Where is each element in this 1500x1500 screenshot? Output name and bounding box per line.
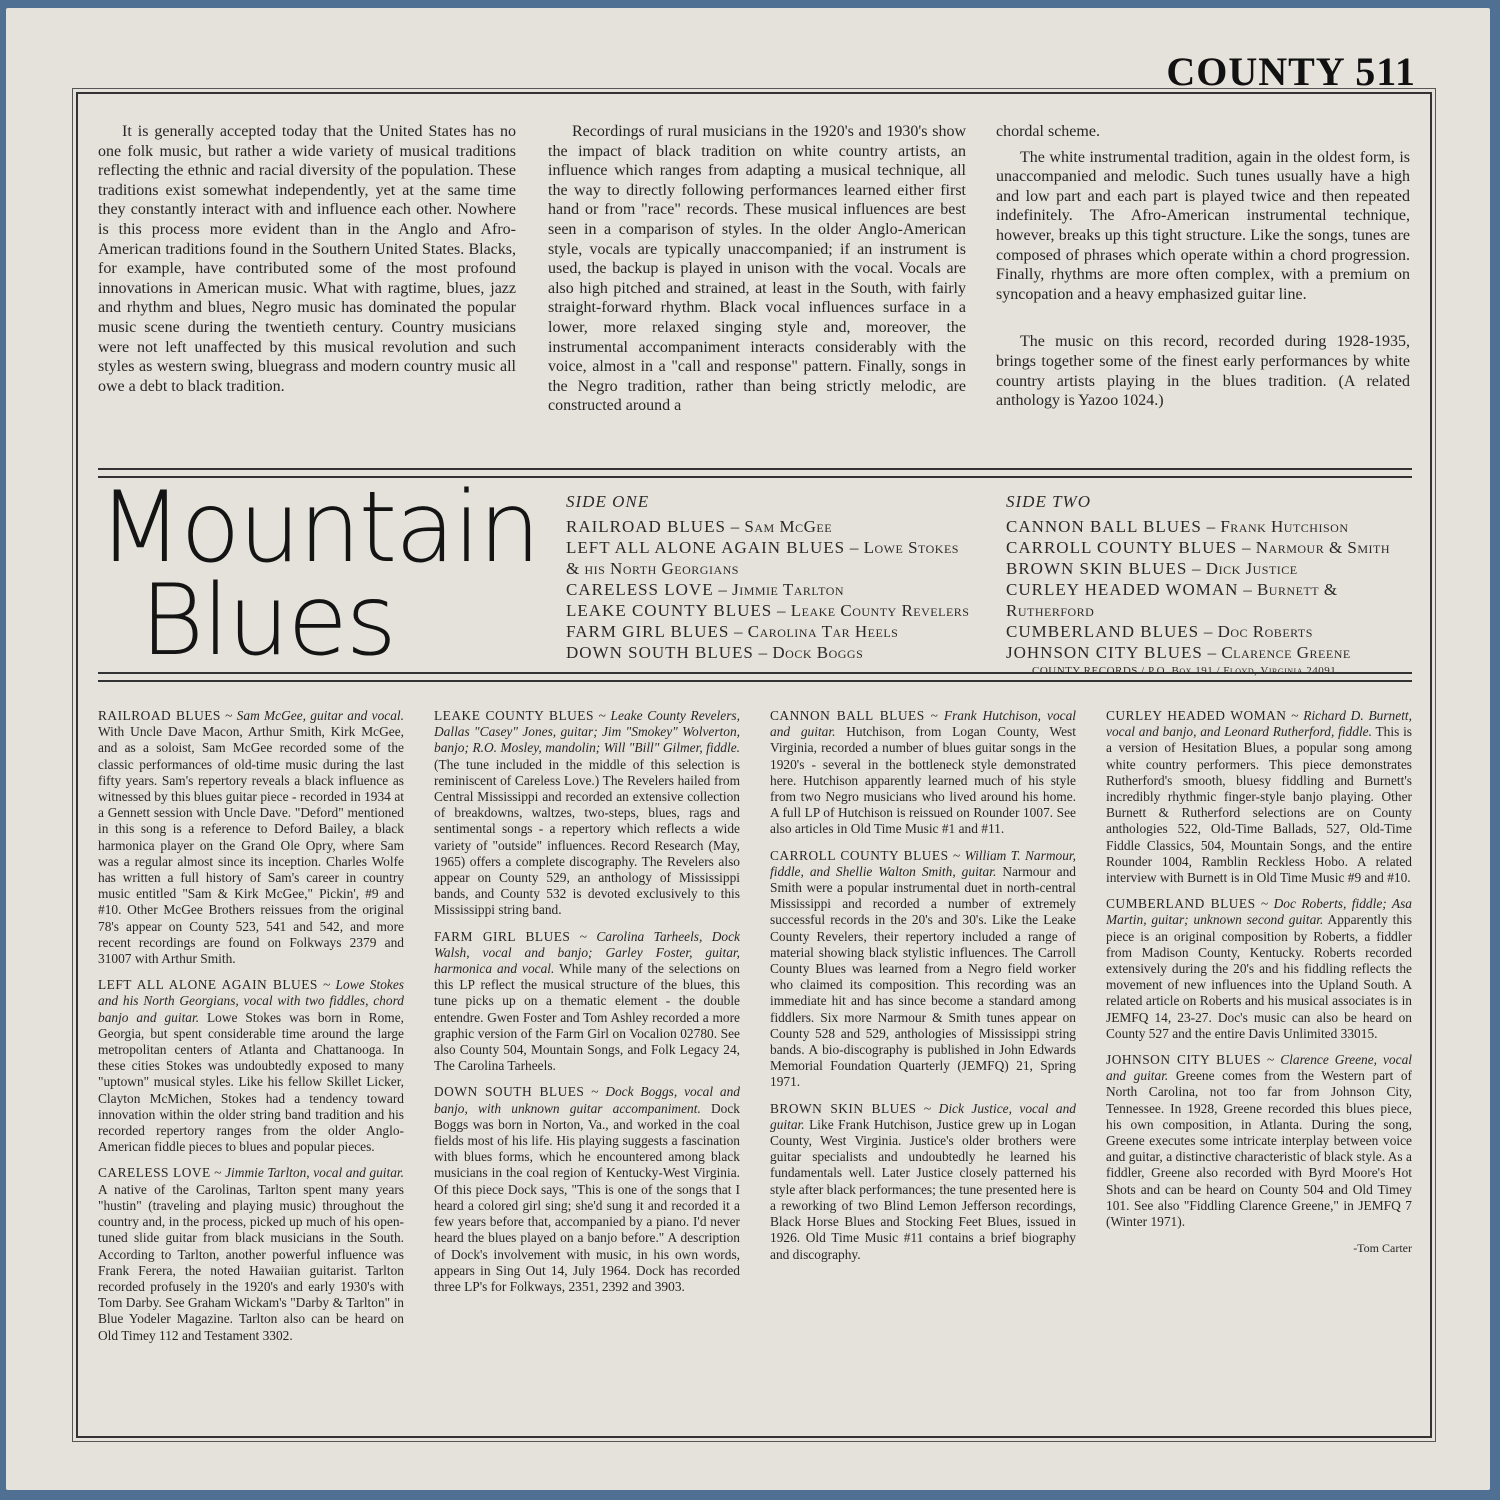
track-title: CARROLL COUNTY BLUES [1006,538,1238,557]
note-credits: Doc Roberts, fiddle; Asa Martin, guitar; unknown second guitar. [1106,896,1412,928]
intro-column-1 [98,122,516,396]
album-title-line-2: Blues [140,564,395,679]
label-address: COUNTY RECORDS / P.O. Box 191 / Floyd, Virginia 24091 [1032,665,1337,677]
track-title: CANNON BALL BLUES [1006,517,1202,536]
track-item: FARM GIRL BLUES – Carolina Tar Heels [566,622,899,641]
album-title-line-1: Mountain [98,471,539,585]
track-note: JOHNSON CITY BLUES ~ Clarence Greene, vocal and guitar. Greene comes from the Western part of North Carolina, not too far from Johnson City, Tennessee. In 1928, Greene recorded this blues piece, his own composition, in Atlanta. During the song, Greene executes some intricate interplay between voice and guitar, a distinctive characteristic of black style. As a fiddler, Greene also recorded with Byrd Moore's Hot Shots and can be heard on County 504 and Old Timey 101. See also "Fiddling Clarence Greene," in JEMFQ 7 (Winter 1971). [1106,1052,1413,1230]
note-credits: Lowe Stokes and his North Georgians, vocal with two fiddles, chord banjo and guitar. [98,977,404,1025]
intro-column-3 [996,122,1410,411]
track-item: CURLEY HEADED WOMAN – Burnett & Rutherford [1006,580,1338,620]
intro-paragraph: Recordings of rural musicians in the 1920's and 1930's show the impact of black tradition on white country artists, an influence which ranges from adapting a musical technique, all the way to directly following performances learned either first hand or from "race" records. These musical influences are best seen in a comparison of styles. In the older Anglo-American style, vocals are typically unaccompanied; if an instrument is used, the backup is played in unison with the vocal. Vocals are also high pitched and strained, at least in the South, with fairly straight-forward rhythm. Black vocal influences surface in a lower, more relaxed singing style and, moreover, the instrumental accompaniment interacts considerably with the voice, almost in a "call and response" pattern. Finally, songs in the Negro tradition, rather than being strictly melodic, are constructed around a [548,123,966,415]
notes-column-2 [434,708,740,1305]
note-title: CARROLL COUNTY BLUES [770,847,949,863]
intro-paragraph: chordal scheme. [996,123,1100,140]
track-title: JOHNSON CITY BLUES [1006,643,1203,662]
note-text: Greene comes from the Western part of North Carolina, not too far from Johnson City, Tennessee. In 1928, Greene recorded this blues piece, his own composition, in Atlanta. During the song, Greene executes some intricate interplay between voice and guitar, a distinctive characteristic of black style. As a fiddler, Greene also recorded with Byrd Moore's Hot Shots and can be heard on County 504 and Old Timey 101. See also "Fiddling Clarence Greene," in JEMFQ 7 (Winter 1971). [1106,1068,1413,1230]
track-title: FARM GIRL BLUES [566,622,730,641]
track-artist: Narmour & Smith [1255,538,1391,557]
note-title: LEAKE COUNTY BLUES [434,708,594,723]
track-artist: Doc Roberts [1217,622,1313,641]
track-item: DOWN SOUTH BLUES – Dock Boggs [566,643,864,662]
side-two-heading: SIDE TWO [1006,492,1091,511]
note-credits: Dock Boggs, vocal and banjo, with unknown guitar accompaniment. [434,1084,740,1116]
album-title [98,471,539,679]
note-text: Lowe Stokes was born in Rome, Georgia, but spent considerable time around the large metropolitan centers of Atlanta and Chattanooga. In these cities Stokes was undoubtedly exposed to many "uptown" musical styles. Like his fellow Skillet Licker, Clayton McMichen, Stokes had a tendency toward innovation within the older string band tradition and his recorded repertory ranges from the older Anglo-American fiddle pieces to blues and popular pieces. [98,1009,404,1155]
side-one-tracklist [566,492,976,663]
track-artist: Jimmie Tarlton [732,580,845,599]
note-text: Like Frank Hutchison, Justice grew up in Logan County, West Virginia. Justice's older brothers were guitar specialists and undoubtedly he learned his fundamentals well. Later Justice closely patterned his style after black performances; the tune presented here is a reworking of two Blind Lemon Jefferson recordings, Black Horse Blues and Stocking Feet Blues, issued in 1926. Old Time Music #11 contains a brief biography and discography. [770,1116,1076,1262]
note-title: BROWN SKIN BLUES [770,1100,917,1116]
note-text: With Uncle Dave Macon, Arthur Smith, Kirk McGee, and as a soloist, Sam McGee recorded some of the classic performances of old-time music during the last fifty years. Sam's repertory reveals a black influence as witnessed by this blues guitar piece - recorded in 1934 at a Gennett session with Uncle Dave. "Deford" mentioned in this song is a reference to Deford Bailey, a black harmonica player on the Grand Ole Opry, where Sam was a regular almost since its inception. Charles Wolfe has written a full history of Sam's career in country music entitled "Sam & Kirk McGee," Pickin', #9 and #10. Other McGee Brothers reissues from the original 78's appear on County 523, 541 and 542, and more recent recordings are found on Folkways 2379 and 31007 with Arthur Smith. [98,724,404,967]
track-item: RAILROAD BLUES – Sam McGee [566,517,833,536]
track-title: CUMBERLAND BLUES [1006,622,1200,641]
track-note: LEFT ALL ALONE AGAIN BLUES ~ Lowe Stokes and his North Georgians, vocal with two fiddles, chord banjo and guitar. Lowe Stokes was born in Rome, Georgia, but spent considerable time around the large metropolitan centers of Atlanta and Chattanooga. In these cities Stokes was undoubtedly exposed to many "uptown" musical styles. Like his fellow Skillet Licker, Clayton McMichen, Stokes had a tendency toward innovation within the older string band tradition and his recorded repertory ranges from the older Anglo-American fiddle pieces to blues and popular pieces. [98,977,404,1155]
note-text: While many of the selections on this LP reflect the musical structure of the blues, this tune picks up on a thematic element - the double entendre. Gwen Foster and Tom Ashley recorded a more graphic version of the Farm Girl on Vocalion 02780. See also County 504, Mountain Songs, and Folk Legacy 24, The Carolina Tarheels. [434,961,741,1074]
note-title: CUMBERLAND BLUES [1106,896,1256,912]
side-one-heading: SIDE ONE [566,492,650,511]
track-title: CURLEY HEADED WOMAN [1006,580,1239,599]
note-credits: Sam McGee, guitar and vocal. [236,708,404,723]
intro-paragraph: The music on this record, recorded during 1928-1935, brings together some of the finest early performances by white country artists playing in the blues tradition. (A related anthology is Yazoo 1024.) [996,333,1410,410]
note-credits: Leake County Revelers, Dallas "Casey" Jones, guitar; Jim "Smokey" Wolverton, banjo; R.O. Mosley, mandolin; Will "Bill" Gilmer, fiddle. [434,708,740,756]
note-title: RAILROAD BLUES [98,708,221,723]
intro-column-2 [548,122,966,416]
track-note: FARM GIRL BLUES ~ Carolina Tarheels, Dock Walsh, vocal and banjo; Garley Foster, guitar, harmonica and vocal. While many of the selections on this LP reflect the musical structure of the blues, this tune picks up on a thematic element - the double entendre. Gwen Foster and Tom Ashley recorded a more graphic version of the Farm Girl on Vocalion 02780. See also County 504, Mountain Songs, and Folk Legacy 24, The Carolina Tarheels. [434,928,741,1074]
note-credits: Carolina Tarheels, Dock Walsh, vocal and banjo; Garley Foster, guitar, harmonica and vocal. [434,928,740,977]
track-item: CUMBERLAND BLUES – Doc Roberts [1006,622,1313,641]
note-credits: Jimmie Tarlton, vocal and guitar. [225,1165,405,1181]
note-credits: Clarence Greene, vocal and guitar. [1106,1052,1412,1084]
note-title: FARM GIRL BLUES [434,928,571,944]
track-title: RAILROAD BLUES [566,517,726,536]
track-artist: Carolina Tar Heels [747,622,899,641]
track-note: CURLEY HEADED WOMAN ~ Richard D. Burnett, vocal and banjo, and Leonard Rutherford, fiddle. This is a version of Hesitation Blues, a popular song among white country performers. This piece demonstrates Rutherford's smooth, bluesy fiddling and Burnett's incredibly rhythmic finger-style banjo playing. Other Burnett & Rutherford selections are on County anthologies 522, Old-Time Ballads, 527, Old-Time Fiddle Classics, 504, Mountain Songs, and the entire Rounder 1004, Ramblin Reckless Hobo. A related interview with Burnett is in Old Time Music #9 and #10. [1106,708,1413,886]
note-text: Hutchison, from Logan County, West Virginia, recorded a number of blues guitar songs in the 1920's - several in the bottleneck style demonstrated here. Hutchison apparently learned much of his style from two Negro musicians who lived around his home. A full LP of Hutchison is reissued on Rounder 1007. See also articles in Old Time Music #1 and #11. [770,724,1076,837]
track-artist: Frank Hutchison [1220,517,1349,536]
track-note: DOWN SOUTH BLUES ~ Dock Boggs, vocal and banjo, with unknown guitar accompaniment. Dock Boggs was born in Norton, Va., and worked in the coal fields most of his life. His playing suggests a fascination with blues forms, which he encountered among black musicians in the coal region of Kentucky-West Virginia. Of this piece Dock says, "This is one of the songs that I heard a colored girl sing; she'd sung it and recorded it a few years before that, accompanied by a piano. I'd never heard the blues played on a banjo before." A description of Dock's involvement with music, in his own words, appears in Sing Out 14, July 1964. Dock has recorded three LP's for Folkways, 2351, 2392 and 3903. [434,1084,740,1294]
track-note: CANNON BALL BLUES ~ Frank Hutchison, vocal and guitar. Hutchison, from Logan County, West Virginia, recorded a number of blues guitar songs in the 1920's - several in the bottleneck style demonstrated here. Hutchison apparently learned much of his style from two Negro musicians who lived around his home. A full LP of Hutchison is reissued on Rounder 1007. See also articles in Old Time Music #1 and #11. [770,708,1076,837]
track-artist: Clarence Greene [1221,643,1351,662]
note-text: Narmour and Smith were a popular instrumental duet in north-central Mississippi and recorded a number of extremely successful records in the 20's and 30's. Like the Leake County Revelers, their repertory included a range of material showing black stylistic influences. The Carroll County Blues was learned from a Negro field worker who claimed its composition. This recording was an immediate hit and has since become a standard among fiddlers. Six more Narmour & Smith tunes appear on County 528 and 529, anthologies of Mississippi string bands. A bio-discography is published in John Edwards Memorial Foundation Quarterly (JEMFQ) 21, Spring 1971. [770,863,1076,1090]
catalog-number: COUNTY 511 [1166,49,1416,94]
note-title: LEFT ALL ALONE AGAIN BLUES [98,977,318,993]
track-title: LEAKE COUNTY BLUES [566,601,773,620]
track-note: LEAKE COUNTY BLUES ~ Leake County Revelers, Dallas "Casey" Jones, guitar; Jim "Smokey" Wolverton, banjo; R.O. Mosley, mandolin; Will "Bill" Gilmer, fiddle. (The tune included in the middle of this selection is reminiscent of Careless Love.) The Revelers hailed from Central Mississippi and recorded an extensive collection of breakdowns, waltzes, two-steps, blues, rags and sentimental songs - a repertory which reflects a wide variety of "outside" influences. Record Research (May, 1965) offers a complete discography. The Revelers also appear on County 529, an anthology of Mississippi bands, and County 532 is devoted exclusively to this Mississippi string band. [434,708,740,918]
note-title: CANNON BALL BLUES [770,708,925,723]
track-note: BROWN SKIN BLUES ~ Dick Justice, vocal and guitar. Like Frank Hutchison, Justice grew up in Logan County, West Virginia. Justice's older brothers were guitar specialists and undoubtedly he learned his fundamentals well. Later Justice closely patterned his style after black performances; the tune presented here is a reworking of two Blind Lemon Jefferson recordings, Black Horse Blues and Stocking Feet Blues, issued in 1926. Old Time Music #11 contains a brief biography and discography. [770,1100,1076,1262]
track-artist: Burnett & Rutherford [1006,580,1338,620]
note-title: CURLEY HEADED WOMAN [1106,708,1287,723]
track-title: CARELESS LOVE [566,580,714,599]
liner-notes-frame [76,92,1432,1438]
track-note: CUMBERLAND BLUES ~ Doc Roberts, fiddle; Asa Martin, guitar; unknown second guitar. Apparently this piece is an original composition by Roberts, a fiddler from Madison County, Kentucky. Roberts recorded extensively during the 20's and his fiddling reflects the movement of new influences into the Upland South. A related article on Roberts and his musical associates is in JEMFQ 14, 23-27. Doc's music can also be heard on County 527 and the entire Davis Unlimited 33015. [1106,896,1412,1041]
author-signature: -Tom Carter [1353,1241,1412,1256]
track-item: CANNON BALL BLUES – Frank Hutchison [1006,517,1349,536]
note-text: A native of the Carolinas, Tarlton spent many years "hustin" (traveling and playing music) throughout the country and, in the process, picked up much of his open-tuned slide guitar from black musicians in the South. According to Tarlton, another powerful influence was Frank Ferera, the noted Hawaiian guitarist. Tarlton recorded profusely in the 1920's and early 1930's with Tom Darby. See Graham Wickam's "Darby & Tarlton" in Blue Yodeler Magazine. Tarlton also can be heard on Old Timey 112 and Testament 3302. [98,1181,404,1343]
notes-column-3 [770,708,1076,1273]
intro-paragraph: It is generally accepted today that the United States has no one folk music, but rather a wide variety of musical traditions reflecting the ethnic and racial diversity of the population. These traditions exist somewhat independently, yet at the same time they constantly interact with and influence each other. Nowhere is this process more evident than in the Anglo and Afro-American traditions found in the Southern United States. Blacks, for example, have contributed some of the most profound innovations in American music. What with ragtime, blues, jazz and rhythm and blues, Negro music has dominated the popular music scene during the twentieth century. Country musicians were not left unaffected by this musical revolution and such styles as western swing, bluegrass and modern country music all owe a debt to black tradition. [98,123,516,395]
track-title: DOWN SOUTH BLUES [566,643,754,662]
record-sleeve [6,8,1490,1490]
note-credits: William T. Narmour, fiddle, and Shellie Walton Smith, guitar. [770,847,1076,879]
note-credits: Frank Hutchison, vocal and guitar. [770,708,1076,740]
track-artist: Dock Boggs [772,643,864,662]
note-text: Apparently this piece is an original composition by Roberts, a fiddler from Madison County, Kentucky. Roberts recorded extensively during the 20's and his fiddling reflects the movement of new influences into the Upland South. A related article on Roberts and his musical associates is in JEMFQ 14, 23-27. Doc's music can also be heard on County 527 and the entire Davis Unlimited 33015. [1106,912,1412,1041]
track-title: LEFT ALL ALONE AGAIN BLUES [566,538,846,557]
track-note: RAILROAD BLUES ~ Sam McGee, guitar and vocal. With Uncle Dave Macon, Arthur Smith, Kirk McGee, and as a soloist, Sam McGee recorded some of the classic performances of old-time music during the last fifty years. Sam's repertory reveals a black influence as witnessed by this blues guitar piece - recorded in 1934 at a Gennett session with Uncle Dave. "Deford" mentioned in this song is a reference to Deford Bailey, a black harmonica player on the Grand Ole Opry, where Sam was a regular almost since its inception. Charles Wolfe has written a full history of Sam's career in country music entitled "Sam & Kirk McGee," Pickin', #9 and #10. Other McGee Brothers reissues from the original 78's appear on County 523, 541 and 542, and more recent recordings are found on Folkways 2379 and 31007 with Arthur Smith. [98,708,404,967]
intro-paragraph: The white instrumental tradition, again in the oldest form, is unaccompanied and melodic. Such tunes usually have a high and low part and each part is played twice and then repeated indefinitely. The Afro-American instrumental technique, however, breaks up this tight structure. Like the songs, tunes are composed of phrases which operate within a chord progression. Finally, rhythms are more often complex, with a premium on syncopation and a heavy emphasized guitar line. [996,148,1410,303]
track-note: CARELESS LOVE ~ Jimmie Tarlton, vocal and guitar. A native of the Carolinas, Tarlton spent many years "hustin" (traveling and playing music) throughout the country and, in the process, picked up much of his open-tuned slide guitar from black musicians in the South. According to Tarlton, another powerful influence was Frank Ferera, the noted Hawaiian guitarist. Tarlton recorded profusely in the 1920's and early 1930's with Tom Darby. See Graham Wickam's "Darby & Tarlton" in Blue Yodeler Magazine. Tarlton also can be heard on Old Timey 112 and Testament 3302. [98,1165,405,1343]
note-text: Dock Boggs was born in Norton, Va., and worked in the coal fields most of his life. His playing suggests a fascination with blues forms, which he encountered among black musicians in the coal region of Kentucky-West Virginia. Of this piece Dock says, "This is one of the songs that I heard a colored girl sing; she'd sung it and recorded it a few years before that, accompanied by a piano. I'd never heard the blues played on a banjo before." A description of Dock's involvement with music, in his own words, appears in Sing Out 14, July 1964. Dock has recorded three LP's for Folkways, 2351, 2392 and 3903. [434,1100,740,1294]
track-artist: Lowe Stokes & his North Georgians [566,538,959,578]
note-title: JOHNSON CITY BLUES [1106,1052,1262,1068]
track-artist: Sam McGee [744,517,833,536]
track-item: JOHNSON CITY BLUES – Clarence Greene [1006,643,1351,662]
note-credits: Richard D. Burnett, vocal and banjo, and Leonard Rutherford, fiddle. [1106,708,1412,740]
track-item: BROWN SKIN BLUES – Dick Justice [1006,559,1298,578]
track-artist: Dick Justice [1205,559,1298,578]
track-title: BROWN SKIN BLUES [1006,559,1188,578]
note-credits: Dick Justice, vocal and guitar. [770,1100,1076,1132]
track-item: LEFT ALL ALONE AGAIN BLUES – Lowe Stokes & his North Georgians [566,538,959,578]
track-item: CARELESS LOVE – Jimmie Tarlton [566,580,845,599]
notes-column-1 [98,708,404,1354]
track-note: CARROLL COUNTY BLUES ~ William T. Narmour, fiddle, and Shellie Walton Smith, guitar. Narmour and Smith were a popular instrumental duet in north-central Mississippi and recorded a number of extremely successful records in the 20's and 30's. Like the Leake County Revelers, their repertory included a range of material showing black stylistic influences. The Carroll County Blues was learned from a Negro field worker who claimed its composition. This recording was an immediate hit and has since become a standard among fiddlers. Six more Narmour & Smith tunes appear on County 528 and 529, anthologies of Mississippi string bands. A bio-discography is published in John Edwards Memorial Foundation Quarterly (JEMFQ) 21, Spring 1971. [770,847,1076,1090]
note-text: This is a version of Hesitation Blues, a popular song among white country performers. This piece demonstrates Rutherford's smooth, bluesy fiddling and Burnett's incredibly rhythmic finger-style banjo playing. Other Burnett & Rutherford selections are on County anthologies 522, Old-Time Ballads, 527, Old-Time Fiddle Classics, 504, Mountain Songs, and the entire Rounder 1004, Ramblin Reckless Hobo. A related interview with Burnett is in Old Time Music #9 and #10. [1106,724,1413,886]
track-artist: Leake County Revelers [790,601,970,620]
note-text: (The tune included in the middle of this selection is reminiscent of Careless Love.) The Revelers hailed from Central Mississippi and recorded an extensive collection of breakdowns, waltzes, two-steps, blues, rags and sentimental songs - a repertory which reflects a wide variety of "outside" influences. Record Research (May, 1965) offers a complete discography. The Revelers also appear on County 529, an anthology of Mississippi bands, and County 532 is devoted exclusively to this Mississippi string band. [434,756,740,918]
divider-rule [98,672,1412,682]
side-two-tracklist [1006,492,1416,677]
track-item: LEAKE COUNTY BLUES – Leake County Revelers [566,601,970,620]
track-item: CARROLL COUNTY BLUES – Narmour & Smith [1006,538,1391,557]
notes-column-4 [1106,708,1412,1257]
note-title: CARELESS LOVE [98,1165,211,1181]
note-title: DOWN SOUTH BLUES [434,1084,585,1100]
